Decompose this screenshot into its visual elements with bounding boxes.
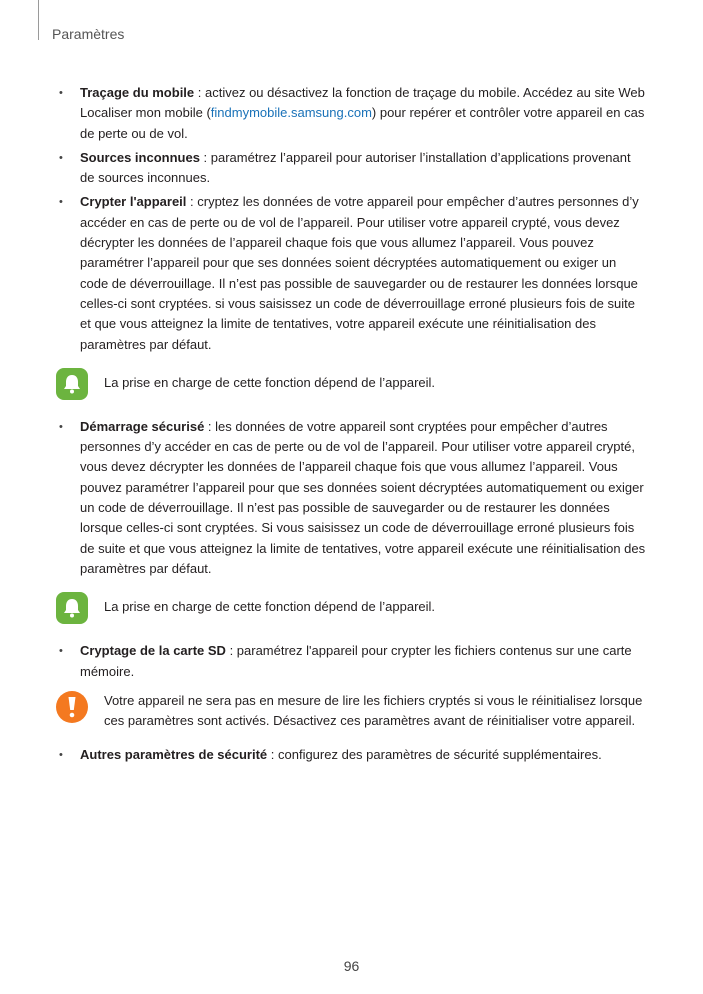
list-item-autres xyxy=(56,745,646,765)
bullet-dot: • xyxy=(59,87,63,99)
description: : paramétrez l’appareil pour autoriser l’installation d’applications provenant de sources inconnues. xyxy=(80,149,631,186)
term: Traçage du mobile xyxy=(80,85,195,100)
warning-note xyxy=(56,691,646,732)
note-support-2 xyxy=(56,592,646,624)
list-item-crypter xyxy=(56,192,646,354)
description: : les données de votre appareil sont cryptées pour empêcher d’autres personnes d’y accéder en cas de perte ou de vol de l’appareil. Pour utiliser votre appareil crypté, vous devez décrypter les données de l’appareil chaque fois que vous allumez l’appareil. Vous pouvez paramétrer l’appareil pour que ses données soient décryptées automatiquement ou exiger un code de déverrouillage. Il n’est pas possible de sauvegarder ou de restaurer les données lorsque celles-ci sont cryptées. Si vous saisissez un code de déverrouillage erroné plusieurs fois de suite et que vous atteignez la limite de tentatives, votre appareil exécute une réinitialisation des paramètres par défaut. xyxy=(80,418,646,576)
bell-icon xyxy=(56,592,88,624)
page-number: 96 xyxy=(343,958,360,974)
note-text: La prise en charge de cette fonction dépend de l’appareil. xyxy=(104,374,436,390)
description: : cryptez les données de votre appareil pour empêcher d’autres personnes d’y accéder en cas de perte ou de vol de l’appareil. Pour utiliser votre appareil crypté, vous devez décrypter les données de l’appareil chaque fois que vous allumez l’appareil. Vous pouvez paramétrer l’appareil pour que ses données soient décryptées automatiquement ou exiger un code de déverrouillage. Il n’est pas possible de sauvegarder ou de restaurer les données lorsque celles-ci sont cryptées. si vous saisissez un code de déverrouillage erroné plusieurs fois de suite et que vous atteignez la limite de tentatives, votre appareil exécute une réinitialisation des paramètres par défaut. xyxy=(80,194,639,352)
term: Sources inconnues xyxy=(80,149,200,165)
term: Crypter l'appareil xyxy=(80,194,187,210)
description: : paramétrez l'appareil pour crypter les fichiers contenus sur une carte mémoire. xyxy=(80,643,632,679)
page-content xyxy=(56,83,646,766)
bullet-dot: • xyxy=(59,420,63,433)
term: Cryptage de la carte SD xyxy=(80,643,226,659)
exclamation-icon xyxy=(56,691,88,723)
description: : configurez des paramètres de sécurité supplémentaires. xyxy=(267,747,602,763)
page-header-title: Paramètres xyxy=(52,26,125,42)
list-item-tracage xyxy=(56,83,646,144)
header-rule xyxy=(38,0,39,40)
term: Autres paramètres de sécurité xyxy=(80,747,268,763)
warning-text: Votre appareil ne sera pas en mesure de lire les fichiers cryptés si vous le réinitialisez lorsque ces paramètres sont activés. Désactivez ces paramètres avant de réinitialiser votre appareil. xyxy=(104,692,643,729)
bell-icon xyxy=(56,368,88,400)
description: : activez ou désactivez la fonction de traçage du mobile. Accédez au site Web Localiser mon mobile ( xyxy=(80,85,645,121)
list-item-demarrage xyxy=(56,417,646,579)
note-support-1 xyxy=(56,368,646,400)
findmymobile-link[interactable]: findmymobile.samsung.com xyxy=(210,105,372,121)
bullet-dot: • xyxy=(59,196,63,209)
list-item-sources xyxy=(56,148,646,189)
term: Démarrage sécurisé xyxy=(80,418,205,434)
bullet-dot: • xyxy=(59,151,63,164)
description-end: ) pour repérer et contrôler votre appareil en cas de perte ou de vol. xyxy=(80,105,645,141)
bullet-dot: • xyxy=(59,645,63,658)
bullet-dot: • xyxy=(59,749,63,762)
list-item-carte-sd xyxy=(56,641,646,682)
note-text: La prise en charge de cette fonction dépend de l’appareil. xyxy=(104,599,436,615)
